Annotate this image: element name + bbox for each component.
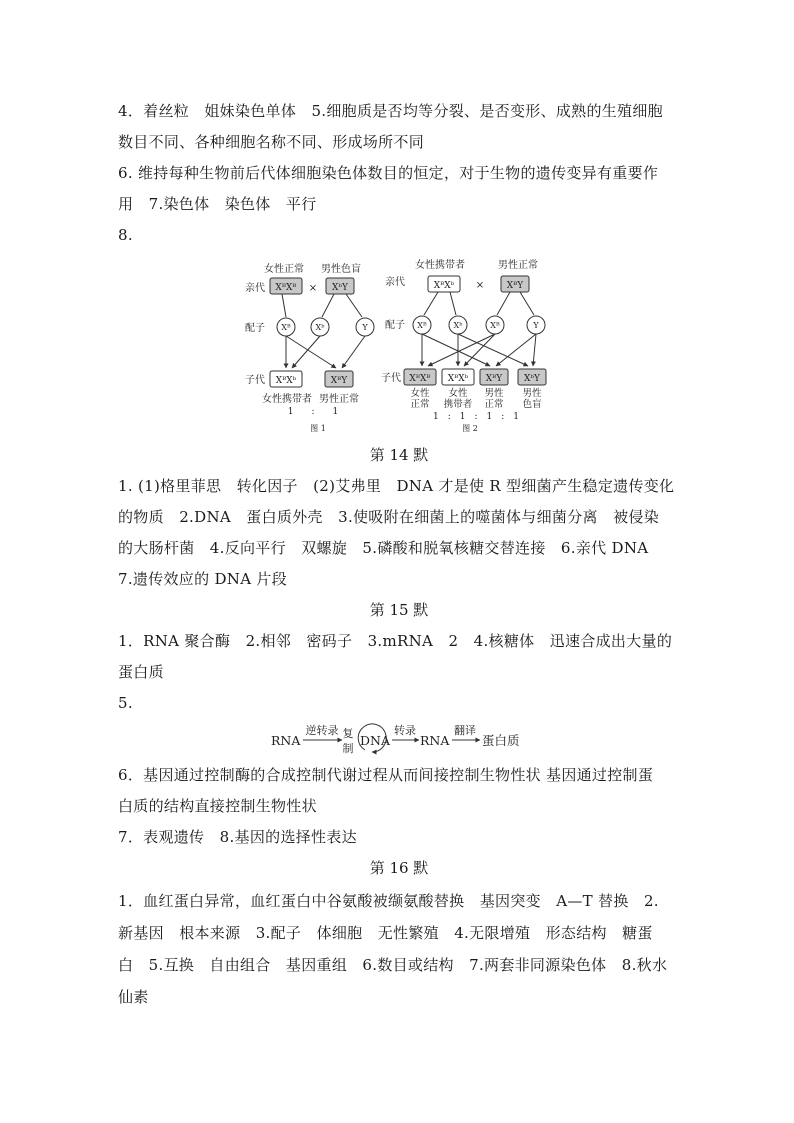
- fig1-gamete-label: 配子: [245, 323, 265, 334]
- fig2-child-3-label: 男性: [484, 388, 504, 399]
- fig2-parent-label: 亲代: [385, 277, 405, 288]
- fig1-mother-genotype: XᴮXᴮ: [275, 283, 297, 293]
- fig2-ratio: 1 : 1 : 1 : 1: [432, 412, 520, 422]
- fig2-female-label: 女性携带者: [415, 260, 465, 271]
- fig2-offspring-label: 子代: [381, 373, 401, 384]
- fig2-gamete-label: 配子: [385, 320, 405, 331]
- fig2-gamete-2-text: Xᵇ: [453, 321, 463, 330]
- fig2-line: [497, 292, 510, 315]
- text-line: 的大肠杆菌 4.反向平行 双螺旋 5.磷酸和脱氧核糖交替连接 6.亲代 DNA: [118, 539, 649, 557]
- text-line: 5.: [118, 694, 133, 712]
- text-line: 8.: [118, 226, 133, 244]
- text-line: 数目不同、各种细胞名称不同、形成场所不同: [118, 133, 425, 151]
- fig2-arrow: [428, 334, 495, 366]
- fig2-child-1: XᴮXᴮ: [409, 374, 431, 384]
- section-15-title: 第 15 默: [369, 601, 429, 619]
- fig1-child-1-label: 女性携带者: [262, 394, 312, 405]
- fig1-female-label: 女性正常: [264, 264, 304, 275]
- fig1-line: [282, 294, 286, 317]
- dogma-replication-label-top: 复: [342, 727, 354, 740]
- fig1-child-1: XᴮXᵇ: [275, 376, 297, 386]
- fig2-gamete-3-text: Xᴮ: [490, 321, 500, 330]
- fig2-child-2: XᴮXᵇ: [447, 374, 469, 384]
- fig2-child-4-label: 男性: [522, 388, 542, 399]
- fig2-caption: 图 2: [462, 424, 478, 433]
- figure-1: [245, 262, 374, 433]
- fig1-child-2-label: 男性正常: [319, 394, 359, 405]
- fig1-male-label: 男性色盲: [321, 264, 361, 275]
- fig1-gamete-3-text: Y: [362, 323, 368, 332]
- section-16-title: 第 16 默: [369, 859, 429, 877]
- fig2-line: [520, 292, 534, 315]
- fig2-line: [424, 292, 438, 315]
- fig2-mother-genotype: XᴮXᵇ: [433, 281, 455, 291]
- text-line: 6．基因通过控制酶的合成控制代谢过程从而间接控制生物性状 基因通过控制蛋: [118, 766, 654, 784]
- text-line: 7．表观遗传 8.基因的选择性表达: [118, 828, 357, 846]
- fig2-child-1-label: 正常: [410, 399, 430, 410]
- fig2-child-4: XᵇY: [524, 374, 540, 384]
- text-line: 1．血红蛋白异常，血红蛋白中谷氨酸被缬氨酸替换 基因突变 A—T 替换 2.: [118, 892, 659, 910]
- dogma-dna: DNA: [360, 733, 390, 748]
- text-line: 1. (1)格里菲思 转化因子 (2)艾弗里 DNA 才是使 R 型细菌产生稳定遗传变化: [118, 477, 675, 495]
- fig1-arrow: [342, 336, 365, 368]
- fig1-line: [322, 294, 334, 317]
- fig2-child-1-label: 女性: [410, 388, 430, 399]
- fig2-gamete-4-text: Y: [533, 321, 539, 330]
- text-line: 白质的结构直接控制生物性状: [118, 797, 317, 815]
- fig2-child-2-label: 女性: [448, 388, 468, 399]
- text-line: 4．着丝粒 姐妹染色单体 5.细胞质是否均等分裂、是否变形、成熟的生殖细胞: [118, 102, 663, 120]
- fig1-gamete-2-text: Xᵇ: [315, 323, 325, 332]
- fig2-cross-sign: ×: [475, 280, 485, 291]
- fig2-arrow: [496, 334, 536, 366]
- dogma-rna-left: RNA: [271, 733, 301, 748]
- text-line: 6. 维持每种生物前后代体细胞染色体数目的恒定，对于生物的遗传变异有重要作: [118, 164, 659, 182]
- dogma-rna-right: RNA: [420, 733, 450, 748]
- dogma-transcription-label: 转录: [394, 724, 416, 737]
- fig2-father-genotype: XᴮY: [506, 281, 524, 291]
- fig2-gamete-1-text: Xᴮ: [417, 321, 427, 330]
- text-line: 的物质 2.DNA 蛋白质外壳 3.使吸附在细菌上的噬菌体与细菌分离 被侵染: [118, 508, 660, 526]
- fig1-gamete-1-text: Xᴮ: [281, 323, 291, 332]
- fig1-offspring-label: 子代: [245, 375, 265, 386]
- text-line: 7.遗传效应的 DNA 片段: [118, 570, 288, 588]
- text-line: 新基因 根本来源 3.配子 体细胞 无性繁殖 4.无限增殖 形态结构 糖蛋: [118, 924, 653, 942]
- section-14-title: 第 14 默: [369, 446, 429, 464]
- fig1-caption: 图 1: [310, 424, 326, 433]
- fig1-line: [346, 294, 362, 317]
- dogma-replication-label-bottom: 制: [342, 742, 354, 755]
- fig1-arrow: [292, 336, 320, 368]
- text-line: 1．RNA 聚合酶 2.相邻 密码子 3.mRNA 2 4.核糖体 迅速合成出大量的: [118, 632, 673, 650]
- fig1-father-genotype: XᵇY: [332, 283, 348, 293]
- fig2-line: [450, 292, 456, 315]
- fig1-ratio: 1 : 1: [287, 407, 339, 417]
- fig2-child-3: XᴮY: [485, 374, 503, 384]
- dogma-reverse-transcription-label: 逆转录: [305, 724, 339, 737]
- fig2-child-2-label: 携带者: [443, 399, 473, 410]
- fig1-arrow: [286, 336, 336, 368]
- figure-2: [381, 258, 546, 433]
- text-line: 仙素: [118, 988, 149, 1006]
- dogma-translation-label: 翻译: [454, 724, 476, 737]
- dogma-protein: 蛋白质: [482, 733, 520, 748]
- central-dogma-diagram: [271, 723, 520, 755]
- fig2-arrow: [533, 334, 536, 366]
- fig2-child-4-label: 色盲: [522, 399, 542, 410]
- fig1-cross-sign: ×: [308, 283, 318, 294]
- text-line: 白 5.互换 自由组合 基因重组 6.数目或结构 7.两套非同源染色体 8.秋水: [118, 956, 668, 974]
- fig1-parent-label: 亲代: [245, 283, 265, 294]
- fig2-child-3-label: 正常: [484, 399, 504, 410]
- fig1-child-2: XᴮY: [330, 376, 348, 386]
- text-line: 用 7.染色体 染色体 平行: [118, 195, 317, 213]
- text-line: 蛋白质: [118, 663, 164, 681]
- fig2-male-label: 男性正常: [498, 260, 538, 271]
